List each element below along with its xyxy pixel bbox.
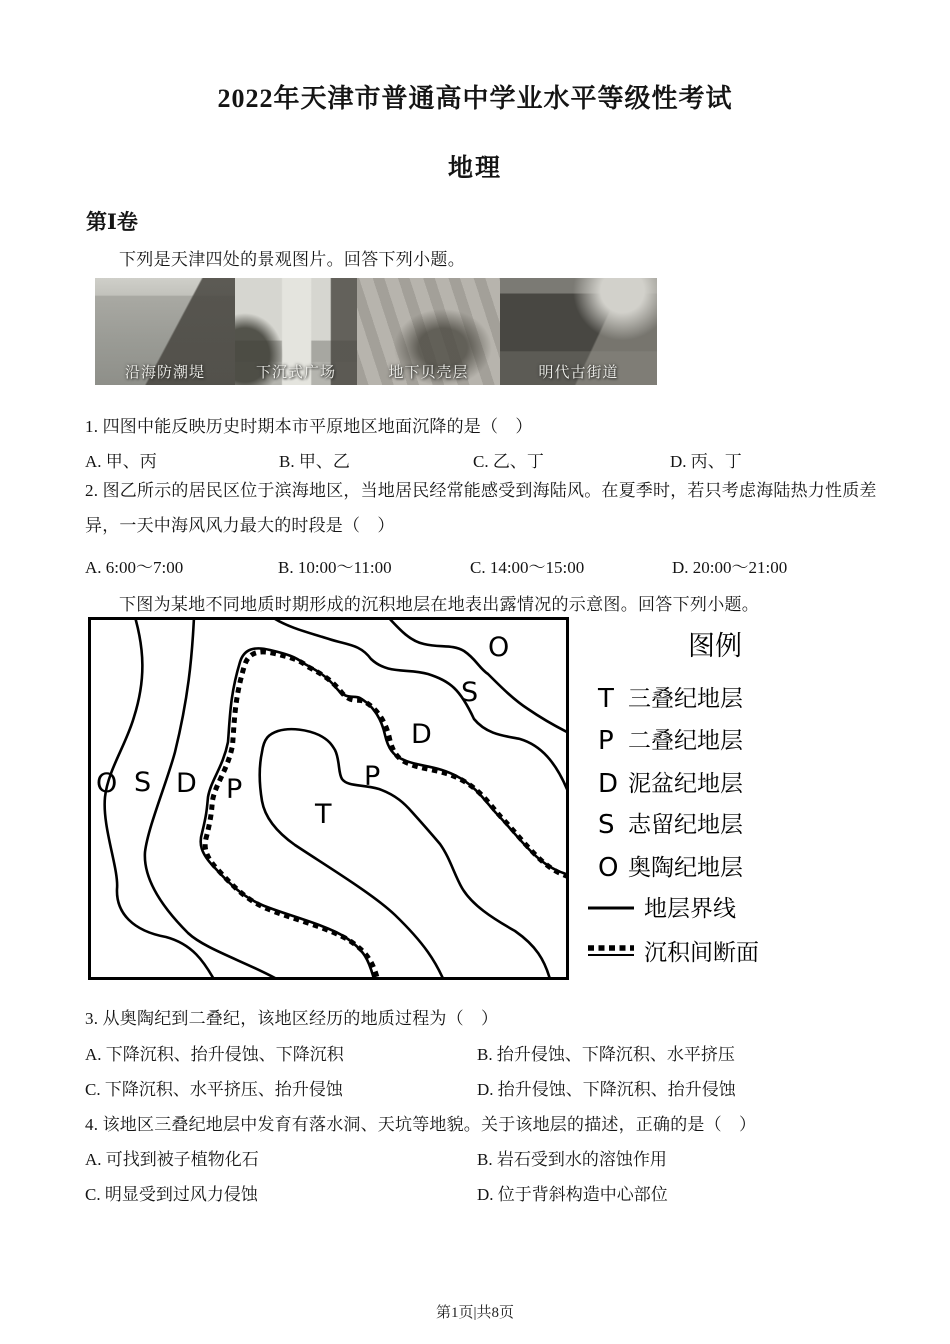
subject-title: 地理 [447, 155, 502, 182]
option-b: B. 抬升侵蚀、下降沉积、水平挤压 [477, 1045, 735, 1064]
question-1-options [85, 447, 885, 469]
legend-label-permian: 二叠纪地层 [628, 728, 743, 754]
region-label-D: D [411, 719, 432, 750]
option-c: C. 下降沉积、水平挤压、抬升侵蚀 [85, 1080, 343, 1099]
region-label-D: D [176, 768, 197, 799]
option-d: D. 丙、丁 [670, 452, 742, 471]
question-4-stem: 4. 该地区三叠纪地层中发育有落水洞、天坑等地貌。关于该地层的描述，正确的是（ ） [85, 1115, 757, 1134]
question-3-options-row-2 [85, 1075, 885, 1097]
map-curves [105, 617, 574, 985]
legend-label-ordovician: 奥陶纪地层 [628, 855, 743, 881]
option-a: A. 下降沉积、抬升侵蚀、下降沉积 [85, 1045, 344, 1064]
question-1-stem: 1. 四图中能反映历史时期本市平原地区地面沉降的是（ ） [85, 417, 533, 436]
question-4-options-row-2 [85, 1180, 885, 1202]
photo-caption: 地下贝壳层 [388, 363, 469, 381]
map-intro-text: 下图为某地不同地质时期形成的沉积地层在地表出露情况的示意图。回答下列小题。 [119, 595, 760, 614]
legend-label-unconformity: 沉积间断面 [644, 940, 759, 966]
question-4-options-row-1 [85, 1145, 885, 1167]
region-label-P: P [364, 761, 381, 792]
legend-symbol-P: P [598, 726, 614, 756]
question-2-stem: 2. 图乙所示的居民区位于滨海地区，当地居民经常能感受到海陆风。在夏季时，若只考虑海陆热力性质差异，一天中海风风力最大的时段是（ ） [85, 481, 877, 535]
legend-label-boundary: 地层界线 [644, 896, 736, 922]
option-c: C. 14:00～15:00 [470, 558, 585, 577]
map-legend [588, 631, 759, 966]
option-b: B. 甲、乙 [279, 452, 350, 471]
photo-sunken-plaza [235, 278, 357, 385]
legend-symbol-O: O [598, 853, 619, 883]
legend-label-triassic: 三叠纪地层 [628, 686, 743, 712]
photo-strip [95, 278, 657, 385]
page-footer: 第1页|共8页 [435, 1305, 514, 1321]
option-a: A. 6:00～7:00 [85, 558, 184, 577]
geologic-map-figure [88, 617, 868, 985]
option-d: D. 20:00～21:00 [672, 558, 788, 577]
question-2-options [85, 553, 885, 575]
legend-label-silurian: 志留纪地层 [628, 812, 743, 838]
region-label-O: O [488, 632, 510, 663]
option-c: C. 乙、丁 [473, 452, 544, 471]
option-d: D. 抬升侵蚀、下降沉积、抬升侵蚀 [477, 1080, 736, 1099]
region-label-P: P [226, 774, 243, 805]
photo-ming-street [500, 278, 657, 385]
question-3-options-row-1 [85, 1040, 885, 1062]
photo-shell-layer [357, 278, 500, 385]
option-a: A. 可找到被子植物化石 [85, 1150, 259, 1169]
legend-label-devonian: 泥盆纪地层 [628, 771, 743, 797]
option-c: C. 明显受到过风力侵蚀 [85, 1185, 258, 1204]
question-3-stem: 3. 从奥陶纪到二叠纪，该地区经历的地质过程为（ ） [85, 1009, 499, 1028]
option-a: A. 甲、丙 [85, 452, 157, 471]
photo-coastal-embankment [95, 278, 235, 385]
legend-symbol-S: S [598, 810, 615, 840]
legend-symbol-D: D [598, 769, 619, 799]
photo-caption: 明代古街道 [538, 363, 619, 381]
option-d: D. 位于背斜构造中心部位 [477, 1185, 668, 1204]
stratum-boundary-line [388, 617, 569, 733]
section-heading: 第Ⅰ卷 [86, 210, 138, 234]
photo-caption: 沿海防潮堤 [124, 363, 205, 381]
option-b: B. 10:00～11:00 [278, 558, 392, 577]
region-label-S: S [134, 767, 152, 798]
legend-symbol-T: T [598, 684, 614, 714]
legend-title: 图例 [688, 631, 742, 662]
region-label-T: T [315, 799, 332, 830]
photos-intro-text: 下列是天津四处的景观图片。回答下列小题。 [119, 250, 465, 269]
region-label-O: O [96, 768, 118, 799]
region-label-S: S [461, 677, 479, 708]
stratum-boundary-line [260, 729, 551, 983]
photo-caption: 下沉式广场 [255, 363, 336, 381]
page-title: 2022年天津市普通高中学业水平等级性考试 [217, 84, 733, 113]
option-b: B. 岩石受到水的溶蚀作用 [477, 1150, 667, 1169]
